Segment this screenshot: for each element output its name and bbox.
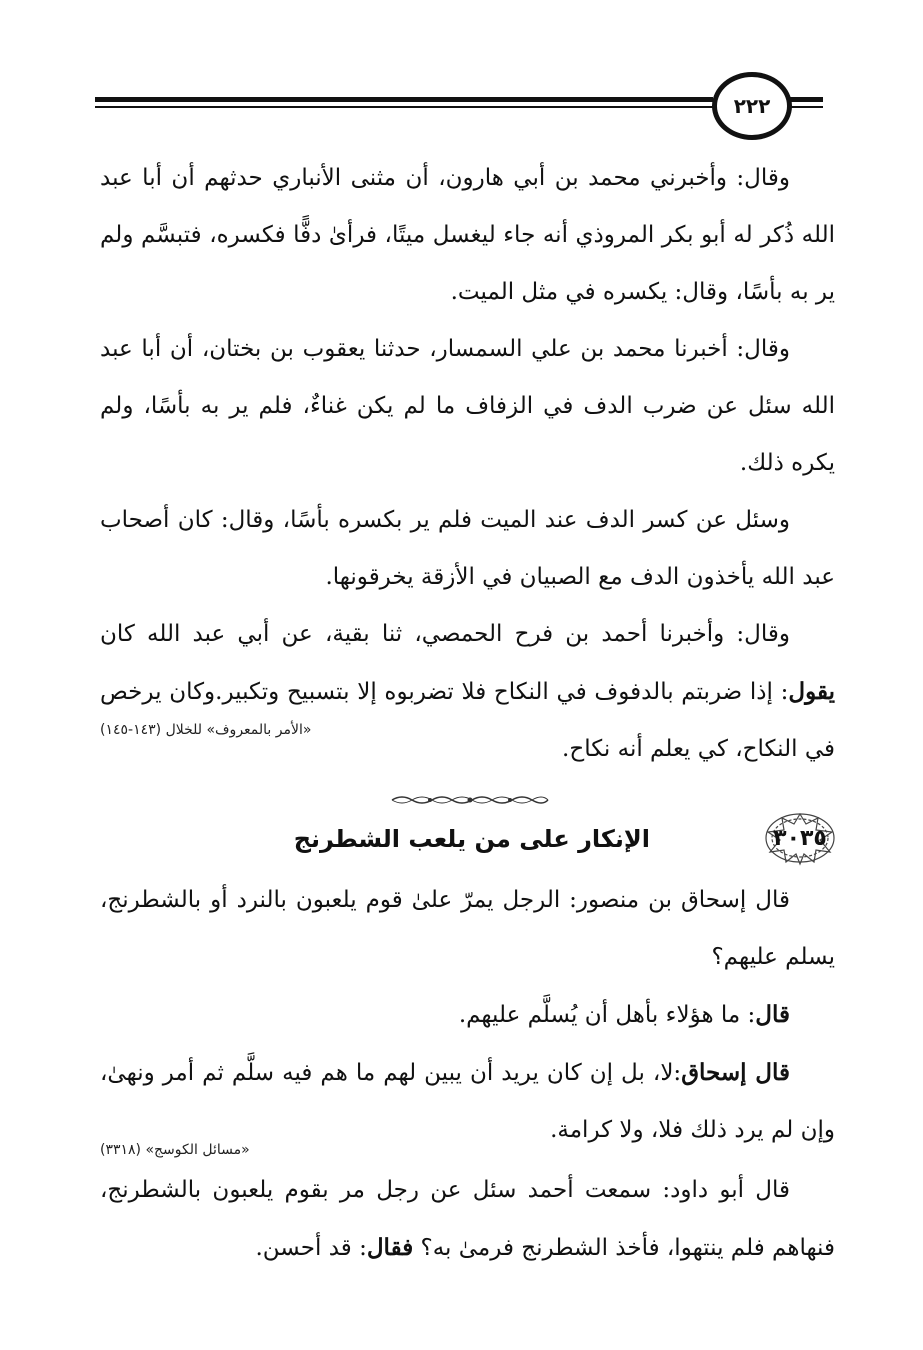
section-number-badge [762,810,838,866]
ornament-divider [390,792,550,808]
paragraph: وسئل عن كسر الدف عند الميت فلم ير بكسره بأسًا، وقال: كان أصحاب عبد الله يأخذون الدف مع الصبيان في الأزقة يخرقونها. [100,507,835,590]
paragraph [100,1162,835,1277]
paragraph-text: :لا، بل إن كان يريد أن يبين لهم ما هم فيه سلَّم ثم أمر ونهىٰ، وإن لم يرد ذلك فلا، ولا كرامة. [100,1060,835,1143]
keyword: فقال [366,1234,414,1261]
paragraph [100,606,835,778]
keyword: يقول [788,678,835,705]
text-block-1 [100,150,835,778]
keyword: قال إسحاق [681,1059,790,1086]
paragraph-text: : قد أحسن. [255,1235,367,1261]
page-number: ٢٢٢ [712,72,792,140]
source-citation: «الأمر بالمعروف» للخلال (١٤٣-١٤٥) [100,722,312,738]
text-block-3 [100,1162,835,1277]
paragraph: وقال: وأخبرني محمد بن أبي هارون، أن مثنى الأنباري حدثهم أن أبا عبد الله ذُكر له أبو بكر المروذي أنه جاء ليغسل ميتًا، فرأىٰ دفًّا فكسره، فتبسَّم ولم ير به بأسًا، وقال: يكسره في مثل الميت. [100,165,835,305]
paragraph-text: : ما هؤلاء بأهل أن يُسلَّم عليهم. [458,1002,756,1028]
header-rule-thin [95,106,713,108]
header-rule-right-thin [787,106,823,108]
source-citation: «مسائل الكوسج» (٣٣١٨) [100,1142,250,1158]
text-block-2 [100,872,835,1159]
page-header [95,72,835,142]
paragraph-text: : إذا ضربتم بالدفوف في النكاح فلا تضربوه إلا بتسبيح وتكبير.وكان يرخص في النكاح، كي يعلم أنه نكاح. [100,679,835,762]
paragraph-text: وقال: وأخبرنا أحمد بن فرح الحمصي، ثنا بقية، عن أبي عبد الله كان [100,621,790,647]
keyword: قال [755,1001,790,1028]
paragraph [100,986,835,1044]
paragraph-text: قال أبو داود: سمعت أحمد سئل عن رجل مر بقوم يلعبون بالشطرنج، فنهاهم فلم ينتهوا، فأخذ الشطرنج فرمىٰ به؟ [100,1177,835,1261]
paragraph: قال إسحاق بن منصور: الرجل يمرّ علىٰ قوم يلعبون بالنرد أو بالشطرنج، يسلم عليهم؟ [100,887,835,970]
section-title: الإنكار على من يلعب الشطرنج [293,825,650,853]
section-number: ٣٠٣٥ [773,825,827,851]
paragraph: وقال: أخبرنا محمد بن علي السمسار، حدثنا يعقوب بن بختان، أن أبا عبد الله سئل عن ضرب الدف في الزفاف ما لم يكن غناءٌ، فلم ير به بأسًا، ولم يكره ذلك. [100,336,835,476]
header-rule [95,97,713,102]
header-rule-right [787,97,823,102]
